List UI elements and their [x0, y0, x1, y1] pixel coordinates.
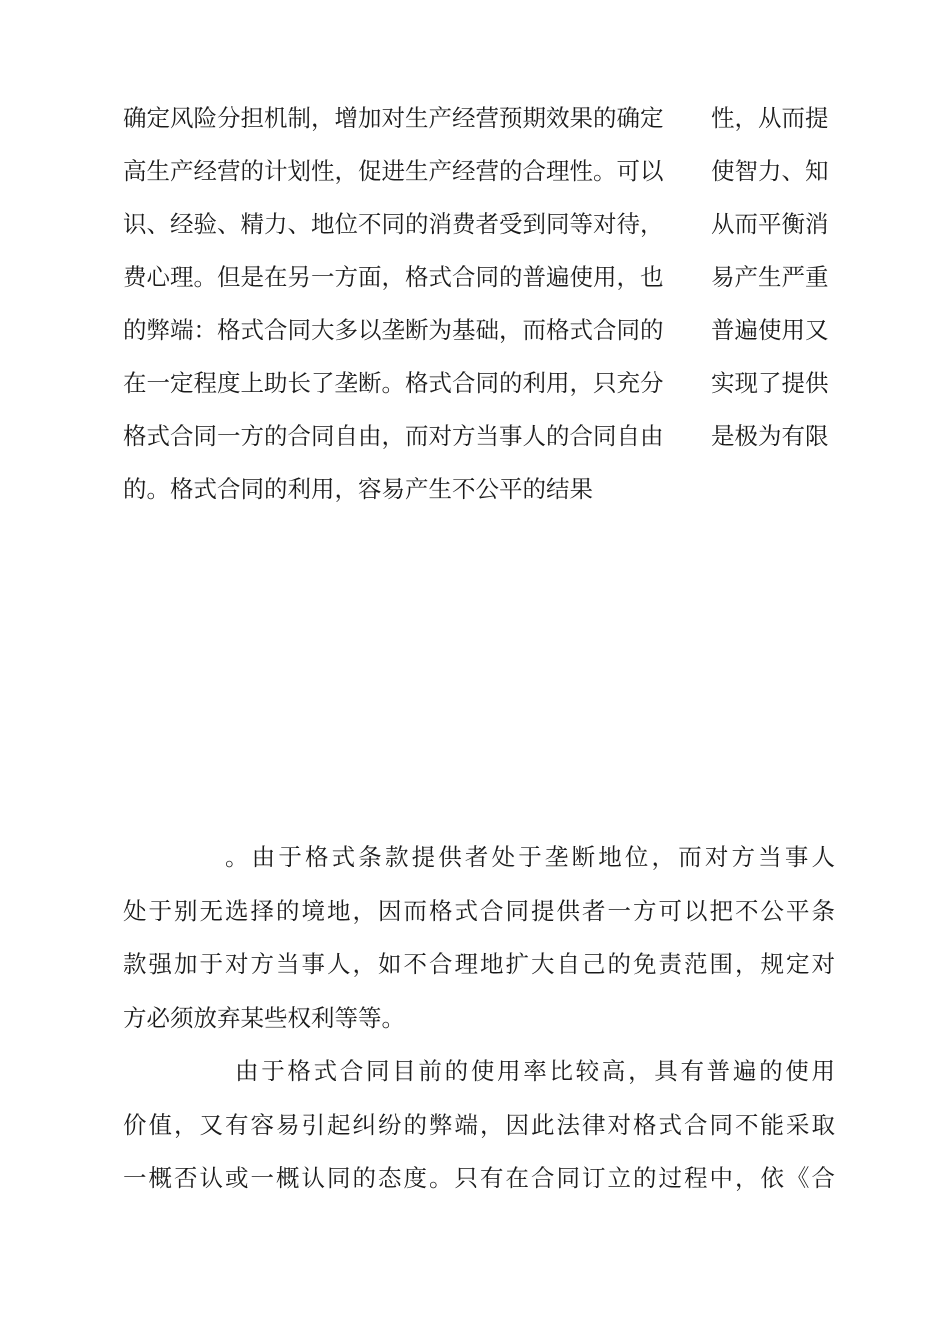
- text-line: [123, 96, 843, 149]
- text-line-left: 确定风险分担机制，增加对生产经营预期效果的确定: [123, 104, 664, 132]
- paragraph-line: 。由于格式条款提供者处于垄断地位，而对方当事人: [225, 843, 835, 871]
- text-line: [123, 255, 843, 308]
- paragraph-line: 价值，又有容易引起纠纷的弊端，因此法律对格式合同不能采取: [123, 1110, 835, 1139]
- text-block-two-column: [123, 96, 843, 520]
- text-line-right: 从而平衡消: [711, 210, 829, 238]
- paragraph-unfair-terms: [123, 831, 835, 1045]
- text-line-left: 识、经验、精力、地位不同的消费者受到同等对待，: [123, 210, 664, 238]
- text-line-right: 是极为有限: [711, 422, 829, 450]
- text-line-left: 的。格式合同的利用，容易产生不公平的结果: [123, 475, 593, 503]
- text-line-right: 普遍使用又: [711, 316, 829, 344]
- text-line-right: 实现了提供: [711, 369, 829, 397]
- text-line: [123, 149, 843, 202]
- text-line-left: 费心理。但是在另一方面，格式合同的普遍使用，也: [123, 263, 664, 291]
- paragraph-line: 处于别无选择的境地，因而格式合同提供者一方可以把不公平条: [123, 896, 835, 925]
- text-line: [123, 308, 843, 361]
- paragraph-line: 一概否认或一概认同的态度。只有在合同订立的过程中，依《合: [123, 1164, 835, 1192]
- text-line: [123, 202, 843, 255]
- text-line-left: 的弊端：格式合同大多以垄断为基础，而格式合同的: [123, 316, 664, 344]
- text-line: [123, 467, 843, 520]
- paragraph-line: 款强加于对方当事人，如不合理地扩大自己的免责范围，规定对: [123, 950, 835, 978]
- text-line-left: 格式合同一方的合同自由，而对方当事人的合同自由: [123, 422, 664, 450]
- text-line: [123, 414, 843, 467]
- paragraph-line: 方必须放弃某些权利等等。: [123, 1003, 405, 1032]
- text-line: [123, 361, 843, 414]
- paragraph-line: 由于格式合同目前的使用率比较高，具有普遍的使用: [235, 1057, 835, 1085]
- paragraph-legal-attitude: [123, 1045, 835, 1206]
- text-line-left: 在一定程度上助长了垄断。格式合同的利用，只充分: [123, 369, 664, 397]
- text-line-right: 性，从而提: [711, 104, 829, 132]
- text-line-right: 使智力、知: [711, 157, 829, 185]
- text-line-left: 高生产经营的计划性，促进生产经营的合理性。可以: [123, 157, 664, 185]
- text-line-right: 易产生严重: [711, 263, 829, 291]
